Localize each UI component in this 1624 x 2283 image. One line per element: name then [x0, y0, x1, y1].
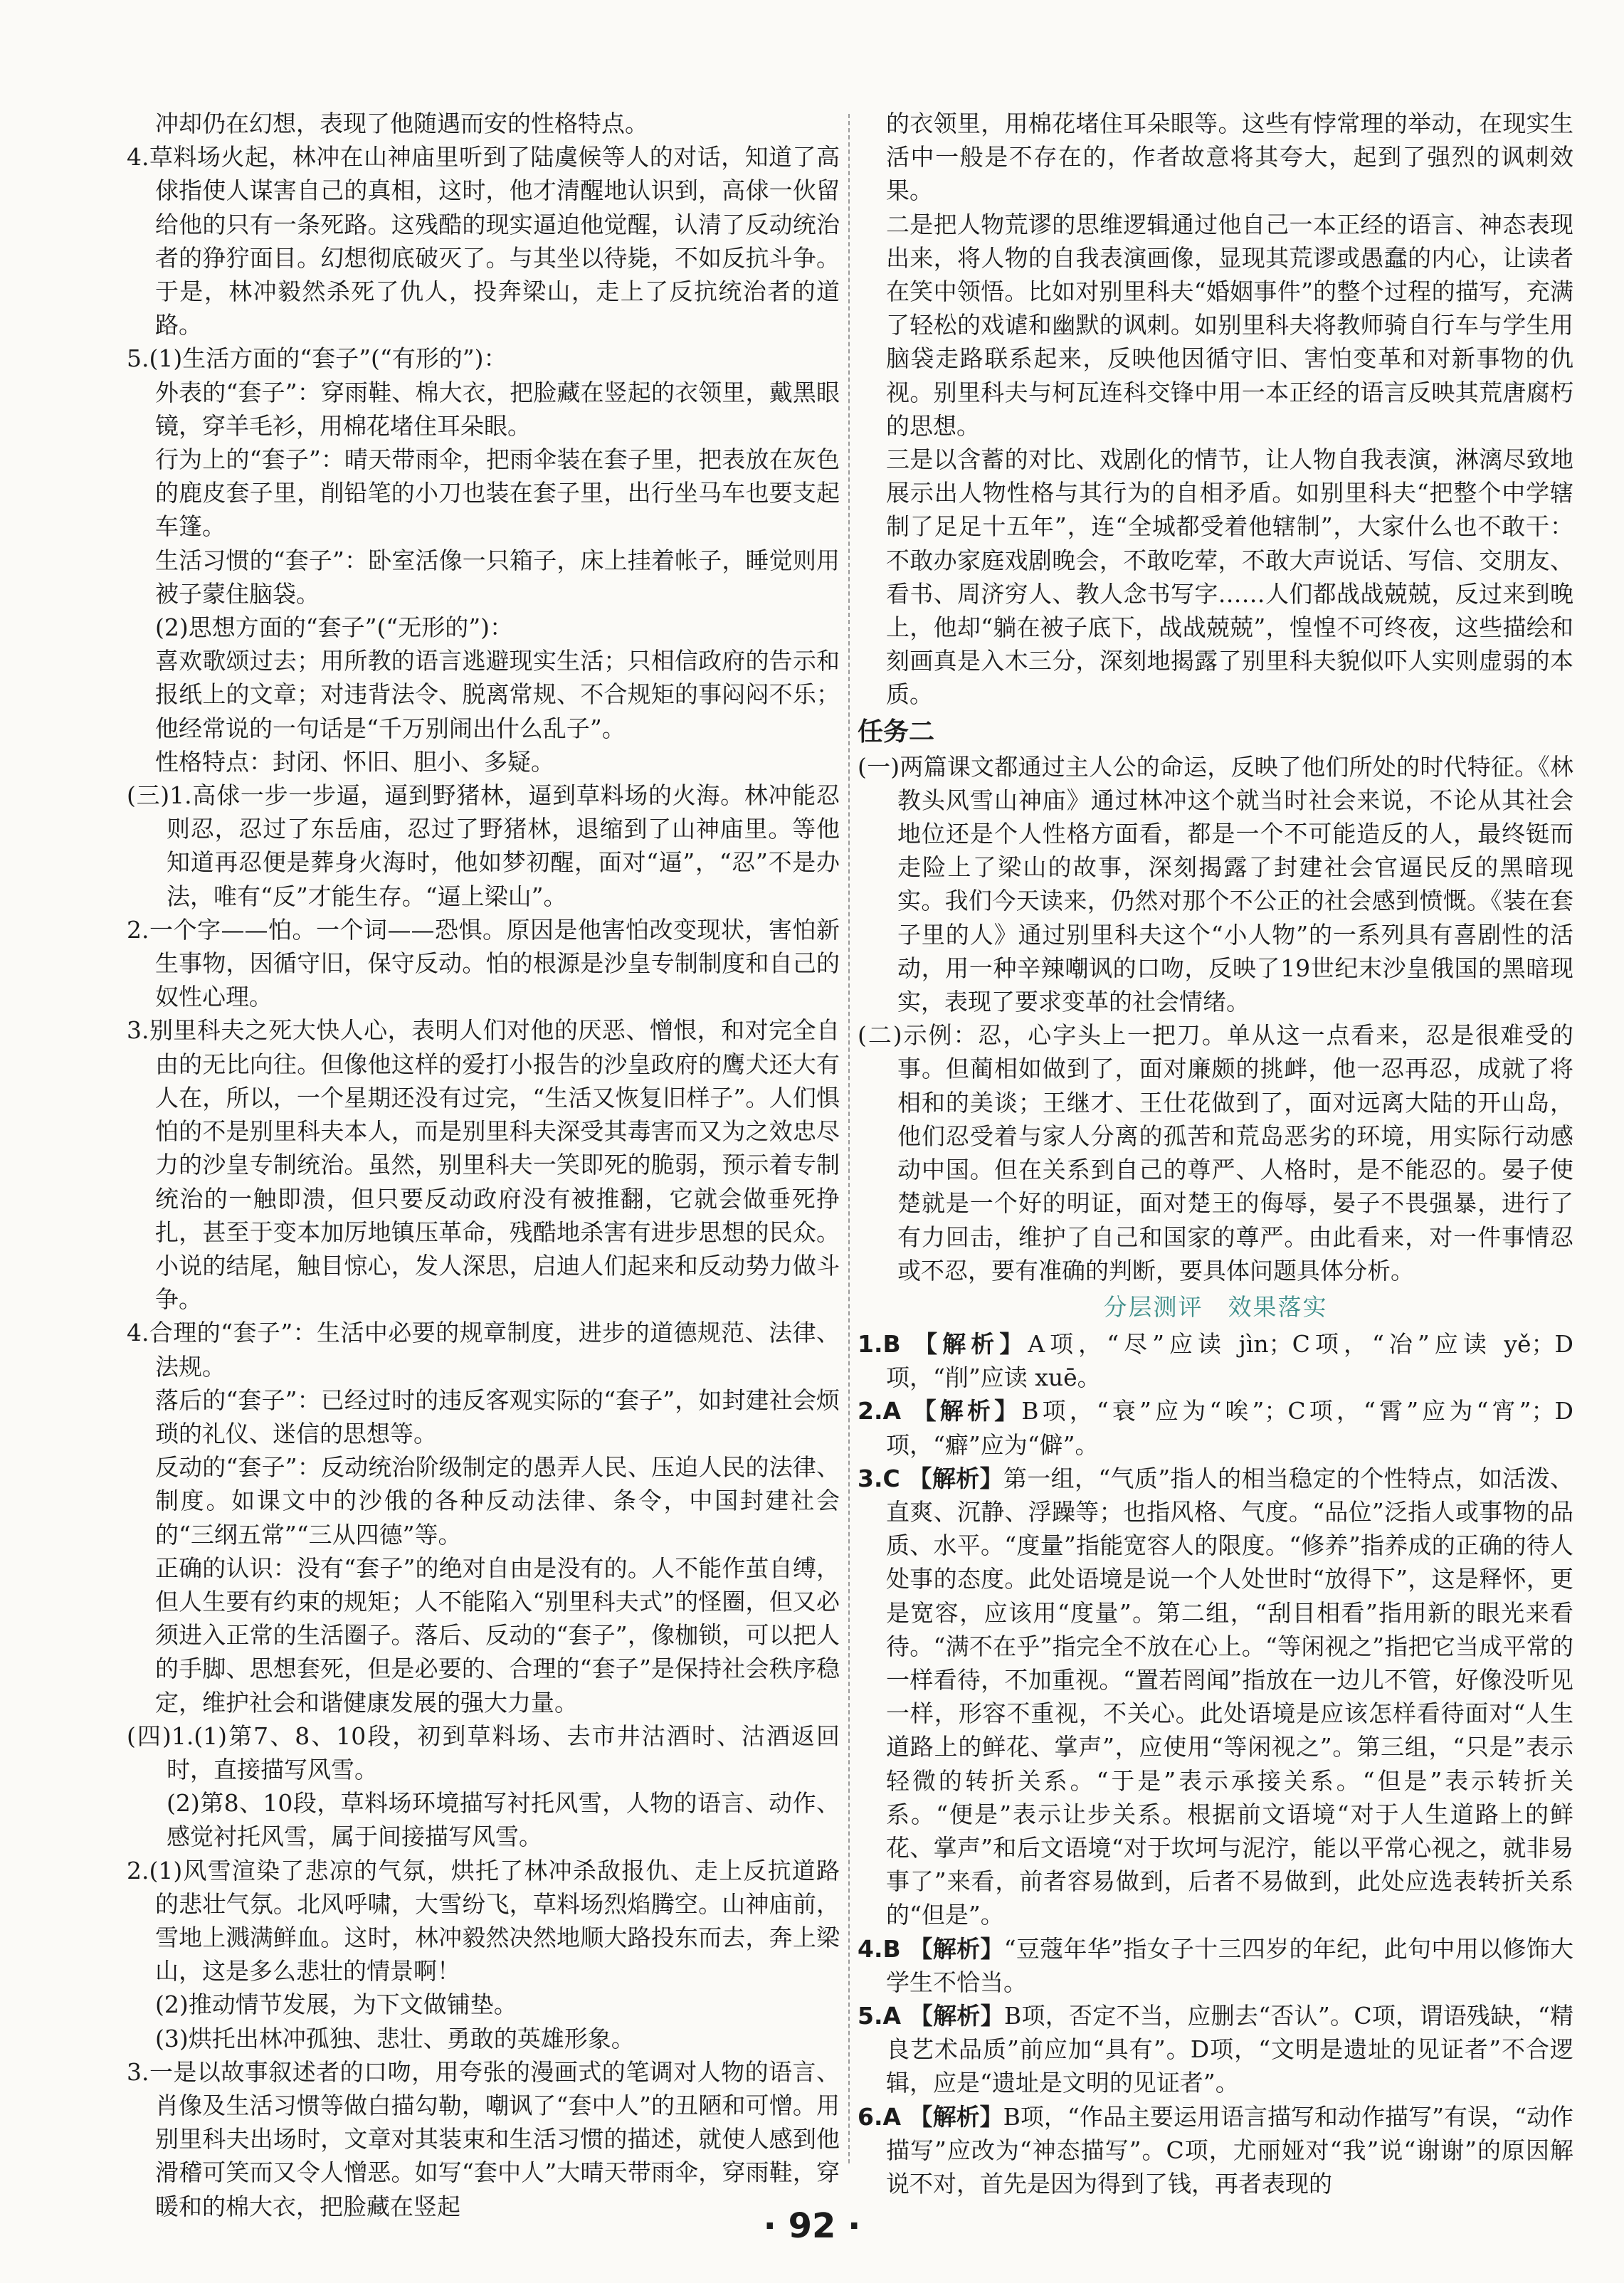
paragraph [858, 443, 1573, 712]
paragraph [127, 342, 840, 375]
paragraph [858, 208, 1573, 443]
answer-tag: 6.A 【解析】 [858, 2102, 1003, 2131]
paragraph-text: 冲却仍在幻想，表现了他随遇而安的性格特点。 [155, 110, 648, 137]
paragraph [127, 779, 840, 913]
paragraph-text: 行为上的“套子”：晴天带雨伞，把雨伞装在套子里，把表放在灰色的鹿皮套子里，削铅笔的小刀也装在套子里，出行坐马车也要支起车篷。 [155, 445, 840, 541]
paragraph [127, 611, 840, 644]
paragraph [127, 1383, 840, 1450]
paragraph [127, 1719, 840, 1786]
paragraph-text: 喜欢歌颂过去；用所教的语言逃避现实生活；只相信政府的告示和报纸上的文章；对违背法令、脱离常规、不合规矩的事闷闷不乐；他经常说的一句话是“千万别闹出什么乱子”。 [155, 647, 840, 742]
paragraph-text: 4.合理的“套子”：生活中必要的规章制度，进步的道德规范、法律、法规。 [127, 1319, 840, 1381]
paragraph-text: 2.(1)风雪渲染了悲凉的气氛，烘托了林冲杀敌报仇、走上反抗道路的悲壮气氛。北风呼啸，大雪纷飞，草料场烈焰腾空。山神庙前，雪地上溅满鲜血。这时，林冲毅然决然地顺大路投东而去，奔上梁山，这是多么悲壮的情景啊！ [127, 1856, 840, 1986]
column-divider [848, 114, 850, 2163]
paragraph-text: (2)第8、10段，草料场环境描写衬托风雪，人物的语言、动作、感觉衬托风雪，属于间接描写风雪。 [167, 1789, 840, 1851]
paragraph [127, 1786, 840, 1853]
paragraph-text: (一)两篇课文都通过主人公的命运，反映了他们所处的时代特征。《林教头风雪山神庙》通过林冲这个就当时社会来说，不论从其社会地位还是个人性格方面看，都是一个不可能造反的人，最终铤而走险上了梁山的故事，深刻揭露了封建社会官逼民反的黑暗现实。我们今天读来，仍然对那个不公正的社会感到愤慨。《装在套子里的人》通过别里科夫这个“小人物”的一系列具有喜剧性的活动，用一种辛辣嘲讽的口吻，反映了19世纪末沙皇俄国的黑暗现实，表现了要求变革的社会情绪。 [858, 752, 1573, 1016]
paragraph-text: A项，“尽”应读 jìn；C项，“冶”应读 yě；D项，“削”应读 xuē。 [886, 1329, 1573, 1392]
answer-tag: 4.B 【解析】 [858, 1934, 1004, 1963]
paragraph-text: 第一组，“气质”指人的相当稳定的个性特点，如活泼、直爽、沉静、浮躁等；也指风格、气度。“品位”泛指人或事物的品质、水平。“度量”指能宽容人的限度。“修养”指养成的正确的待人处事的态度。此处语境是说一个人处世时“放得下”，这是释怀，更是宽容，应该用“度量”。第二组，“刮目相看”指用新的眼光来看待。“满不在乎”指完全不放在心上。“等闲视之”指把它当成平常的一样看待，不加重视。“置若罔闻”指放在一边儿不管，好像没听见一样，形容不重视，不关心。此处语境是应该怎样看待面对“人生道路上的鲜花、掌声”，应使用“等闲视之”。第三组，“只是”表示轻微的转折关系。“于是”表示承接关系。“但是”表示转折关系。“便是”表示让步关系。根据前文语境“对于人生道路上的鲜花、掌声”和后文语境“对于坎坷与泥泞，能以平常心视之，就非易事了”来看，前者容易做到，后者不易做到，此处应选表转折关系的“但是”。 [886, 1464, 1573, 1929]
subsection-title [858, 1287, 1573, 1327]
paragraph-text: (二)示例：忍，心字头上一把刀。单从这一点看来，忍是很难受的事。但蔺相如做到了，面对廉颇的挑衅，他一忍再忍，成就了将相和的美谈；王继才、王仕花做到了，面对远离大陆的开山岛，他们忍受着与家人分离的孤苦和荒岛恶劣的环境，用实际行动感动中国。但在关系到自己的尊严、人格时，是不能忍的。晏子使楚就是一个好的明证，面对楚王的侮辱，晏子不畏强暴，进行了有力回击，维护了自己和国家的尊严。由此看来，对一件事情忍或不忍，要有准确的判断，要具体问题具体分析。 [858, 1021, 1573, 1285]
paragraph-text: “豆蔻年华”指女子十三四岁的年纪，此句中用以修饰大学生不恰当。 [886, 1934, 1573, 1996]
paragraph [858, 1462, 1573, 1932]
paragraph-text: 正确的认识：没有“套子”的绝对自由是没有的。人不能作茧自缚，但人生要有约束的规矩；人不能陷入“别里科夫式”的怪圈，但又必须进入正常的生活圈子。落后、反动的“套子”，像枷锁，可以把人的手脚、思想套死，但是必要的、合理的“套子”是保持社会秩序稳定，维护社会和谐健康发展的强大力量。 [155, 1554, 840, 1717]
paragraph-text: 三是以含蓄的对比、戏剧化的情节，让人物自我表演，淋漓尽致地展示出人物性格与其行为的自相矛盾。如别里科夫“把整个中学辖制了足足十五年”，连“全城都受着他辖制”，大家什么也不敢干：不敢办家庭戏剧晚会，不敢吃荤，不敢大声说话、写信、交朋友、看书、周济穷人、教人念书写字……人们都战战兢兢，反过来到晚上，他却“躺在被子底下，战战兢兢”，惶惶不可终夜，这些描绘和刻画真是入木三分，深刻地揭露了别里科夫貌似吓人实则虚弱的本质。 [886, 445, 1573, 709]
paragraph-text: B项，“作品主要运用语言描写和动作描写”有误，“动作描写”应改为“神态描写”。C项，尤丽娅对“我”说“谢谢”的原因解说不对，首先是因为得到了钱，再者表现的 [886, 2102, 1573, 2198]
paragraph [127, 2055, 840, 2223]
answer-tag: 1.B 【解析】 [858, 1329, 1028, 1358]
paragraph-text: 分层测评 效果落实 [1103, 1292, 1328, 1321]
left-column [127, 107, 840, 2223]
paragraph-text: (2)推动情节发展，为下文做铺垫。 [155, 1991, 517, 2019]
paragraph [858, 1932, 1573, 1999]
paragraph [127, 1013, 840, 1316]
paragraph [127, 544, 840, 611]
paragraph-text: (3)烘托出林冲孤独、悲壮、勇敢的英雄形象。 [155, 2024, 635, 2052]
paragraph-text: B项，“衰”应为“唉”；C项，“霄”应为“宵”；D项，“癖”应为“僻”。 [886, 1397, 1573, 1459]
page-number: · 92 · [763, 2206, 861, 2246]
right-column [858, 107, 1573, 2200]
paragraph-text: (四)1.(1)第7、8、10段，初到草料场、去市井沽酒时、沽酒返回时，直接描写风雪。 [127, 1722, 840, 1783]
paragraph-text: 性格特点：封闭、怀旧、胆小、多疑。 [155, 747, 554, 776]
paragraph-text: B项，否定不当，应删去“否认”。C项，谓语残缺，“精良艺术品质”前应加“具有”。D项，“文明是遗址的见证者”不合逻辑，应是“遗址是文明的见证者”。 [886, 2001, 1573, 2097]
paragraph-text: 生活习惯的“套子”：卧室活像一只箱子，床上挂着帐子，睡觉则用被子蒙住脑袋。 [155, 546, 840, 608]
paragraph [858, 1018, 1573, 1287]
paragraph [127, 644, 840, 745]
paragraph-text: 落后的“套子”：已经过时的违反客观实际的“套子”，如封建社会烦琐的礼仪、迷信的思想等。 [155, 1386, 840, 1448]
answer-tag: 3.C 【解析】 [858, 1464, 1003, 1492]
answer-tag: 2.A 【解析】 [858, 1397, 1022, 1425]
paragraph-text: 3.一是以故事叙述者的口吻，用夸张的漫画式的笔调对人物的语言、肖像及生活习惯等做白描勾勒，嘲讽了“套中人”的丑陋和可憎。用别里科夫出场时，文章对其装束和生活习惯的描述，就使人感到他滑稽可笑而又令人憎恶。如写“套中人”大晴天带雨伞，穿雨鞋，穿暖和的棉大衣，把脸藏在竖起 [127, 2057, 840, 2220]
paragraph [127, 2022, 840, 2055]
paragraph-text: 4.草料场火起，林冲在山神庙里听到了陆虞候等人的对话，知道了高俅指使人谋害自己的真相，这时，他才清醒地认识到，高俅一伙留给他的只有一条死路。这残酷的现实逼迫他觉醒，认清了反动统治者的狰狞面目。幻想彻底破灭了。与其坐以待毙，不如反抗斗争。于是，林冲毅然杀死了仇人，投奔梁山，走上了反抗统治者的道路。 [127, 143, 840, 339]
paragraph [858, 750, 1573, 1019]
paragraph-text: 3.别里科夫之死大快人心，表明人们对他的厌恶、憎恨，和对完全自由的无比向往。但像他这样的爱打小报告的沙皇政府的鹰犬还大有人在，所以，一个星期还没有过完，“生活又恢复旧样子”。人们惧怕的不是别里科夫本人，而是别里科夫深受其毒害而又为之效忠尽力的沙皇专制统治。虽然，别里科夫一笑即死的脆弱，预示着专制统治的一触即溃，但只要反动政府没有被推翻，它就会做垂死挣扎，甚至于变本加厉地镇压革命，残酷地杀害有进步思想的民众。小说的结尾，触目惊心，发人深思，启迪人们起来和反动势力做斗争。 [127, 1016, 840, 1314]
paragraph [858, 1394, 1573, 1461]
paragraph [127, 913, 840, 1014]
paragraph [127, 1854, 840, 1988]
paragraph [127, 745, 840, 779]
answer-tag: 5.A 【解析】 [858, 2001, 1004, 2030]
paragraph-text: 5.(1)生活方面的“套子”(“有形的”)： [127, 344, 507, 373]
paragraph-text: (2)思想方面的“套子”(“无形的”)： [155, 613, 513, 642]
paragraph [858, 1999, 1573, 2100]
paragraph [127, 1316, 840, 1383]
paragraph [858, 2100, 1573, 2201]
paragraph [858, 1327, 1573, 1394]
paragraph-text: 外表的“套子”：穿雨鞋、棉大衣，把脸藏在竖起的衣领里，戴黑眼镜，穿羊毛衫，用棉花堵住耳朵眼。 [155, 378, 840, 440]
paragraph-text: 任务二 [858, 717, 935, 747]
paragraph [127, 443, 840, 544]
paragraph-text: (三)1.高俅一步一步逼，逼到野猪林，逼到草料场的火海。林冲能忍则忍，忍过了东岳庙，忍过了野猪林，退缩到了山神庙里。等他知道再忍便是葬身火海时，他如梦初醒，面对“逼”，“忍”不是办法，唯有“反”才能生存。“逼上梁山”。 [127, 781, 840, 910]
paragraph-text: 二是把人物荒谬的思维逻辑通过他自己一本正经的语言、神态表现出来，将人物的自我表演画像，显现其荒谬或愚蠢的内心，让读者在笑中领悟。比如对别里科夫“婚姻事件”的整个过程的描写，充满了轻松的戏谑和幽默的讽刺。如别里科夫将教师骑自行车与学生用脑袋走路联系起来，反映他因循守旧、害怕变革和对新事物的仇视。别里科夫与柯瓦连科交锋中用一本正经的语言反映其荒唐腐朽的思想。 [886, 210, 1573, 440]
paragraph [858, 107, 1573, 208]
paragraph-text: 的衣领里，用棉花堵住耳朵眼等。这些有悖常理的举动，在现实生活中一般是不存在的，作者故意将其夸大，起到了强烈的讽刺效果。 [886, 110, 1573, 205]
paragraph [127, 1551, 840, 1719]
paragraph-text: 反动的“套子”：反动统治阶级制定的愚弄人民、压迫人民的法律、制度。如课文中的沙俄的各种反动法律、条令，中国封建社会的“三纲五常”“三从四德”等。 [155, 1453, 840, 1549]
paragraph [127, 107, 840, 140]
paragraph [127, 140, 840, 342]
paragraph-text: 2.一个字——怕。一个词——恐惧。原因是他害怕改变现状，害怕新生事物，因循守旧，保守反动。怕的根源是沙皇专制制度和自己的奴性心理。 [127, 915, 840, 1011]
paragraph [127, 1988, 840, 2021]
paragraph [127, 376, 840, 443]
section-heading [858, 715, 1573, 750]
paragraph [127, 1450, 840, 1551]
